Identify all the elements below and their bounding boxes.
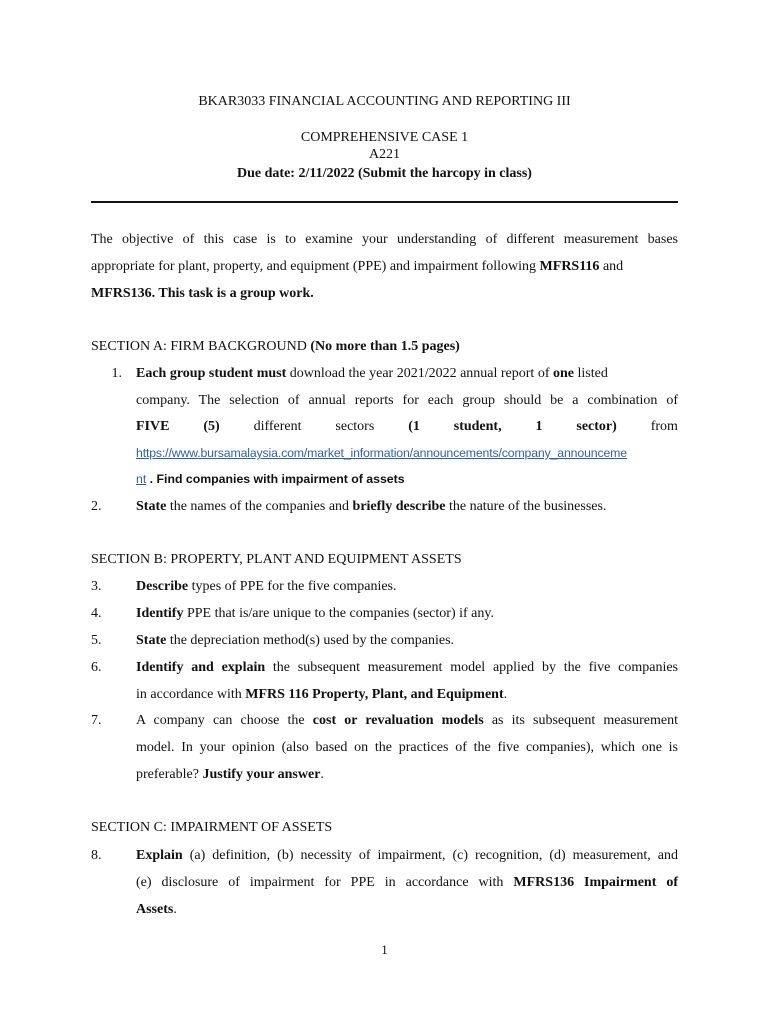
item-7-plain: A company can choose the (136, 713, 313, 728)
item-3-plain: types of PPE for the five companies. (188, 579, 397, 594)
item-2-text (136, 498, 678, 516)
item-7-line-3 (136, 766, 678, 784)
course-title: BKAR3033 FINANCIAL ACCOUNTING AND REPORTING III (198, 94, 571, 109)
item-2-number: 2. (91, 499, 102, 514)
item-1-bold-one: one (553, 366, 574, 381)
intro-line-1: The objective of this case is to examine your understanding of different measurement bases (91, 232, 678, 247)
item-3-text (136, 578, 678, 596)
item-2-bold: State (136, 499, 167, 514)
item-1-word: sector) (576, 419, 617, 434)
item-2-bold: briefly describe (352, 499, 446, 514)
item-8-plain: (a) definition, (b) necessity of impairment, (c) recognition, (d) measurement, and (182, 848, 678, 863)
item-1-line-3 (136, 418, 678, 436)
item-1-line-1 (136, 365, 678, 383)
item-8-number: 8. (91, 848, 102, 863)
item-1-line-2: company. The selection of annual reports for each group should be a combination of (136, 393, 678, 408)
item-1-word: different (253, 419, 302, 434)
item-6-line-1 (136, 659, 678, 677)
intro-line-3: MFRS136. This task is a group work. (91, 286, 314, 301)
item-7-plain: . (320, 767, 324, 782)
item-6-plain: . (503, 687, 508, 702)
item-6-standard: MFRS 116 Property, Plant, and Equipment (245, 687, 504, 702)
item-1-word: sectors (335, 419, 375, 434)
item-1-word: from (650, 419, 678, 434)
item-7-bold: cost or revaluation models (312, 713, 484, 728)
item-6-line-2 (136, 686, 678, 704)
section-a-heading-text: SECTION A: FIRM BACKGROUND (91, 339, 311, 354)
item-7-number: 7. (91, 713, 102, 728)
item-5-number: 5. (91, 633, 102, 648)
section-b-heading: SECTION B: PROPERTY, PLANT AND EQUIPMENT ASSETS (91, 552, 462, 567)
document-page (91, 0, 678, 1024)
item-1-word: (1 (408, 419, 420, 434)
item-3-number: 3. (91, 579, 102, 594)
item-7-plain: as its subsequent measurement (483, 713, 678, 728)
item-1-bold: Each group student must (136, 366, 287, 381)
case-title: COMPREHENSIVE CASE 1 (300, 130, 469, 145)
intro-line-2 (91, 258, 678, 276)
item-4-text (136, 605, 678, 623)
item-7-plain: preferable? (136, 767, 203, 782)
item-1-five-num: (5) (203, 419, 220, 434)
item-8-line-1 (136, 847, 678, 865)
item-1-word: student, (453, 419, 502, 434)
item-6-number: 6. (91, 660, 102, 675)
item-4-bold: Identify (136, 606, 184, 621)
section-c-heading: SECTION C: IMPAIRMENT OF ASSETS (91, 820, 333, 835)
page-number: 1 (381, 942, 388, 957)
item-5-plain: the depreciation method(s) used by the companies. (166, 633, 455, 648)
section-a-page-limit: (No more than 1.5 pages) (310, 339, 460, 354)
item-8-line-3 (136, 901, 678, 919)
item-1-text: download the year 2021/2022 annual report of (286, 366, 553, 381)
item-5-bold: State (136, 633, 167, 648)
item-7-justify: Justify your answer (202, 767, 321, 782)
section-a-heading (91, 338, 460, 356)
due-date: Due date: 2/11/2022 (Submit the harcopy in class) (237, 166, 532, 181)
item-7-line-2: model. In your opinion (also based on the practices of the five companies), which one is (136, 740, 678, 755)
header-divider (91, 201, 678, 203)
item-8-standard-cont: Assets (136, 902, 174, 917)
intro-mfrs116: MFRS116 (539, 259, 600, 274)
item-8-bold: Explain (136, 848, 183, 863)
item-1-line-5 (136, 470, 678, 488)
item-8-plain: . (173, 902, 177, 917)
item-6-plain: in accordance with (136, 687, 246, 702)
item-2-plain: the names of the companies and (166, 499, 353, 514)
item-1-number: 1. (111, 366, 122, 381)
item-2-plain: the nature of the businesses. (445, 499, 607, 514)
bursa-link[interactable] (136, 444, 678, 462)
item-1-five: FIVE (136, 419, 170, 434)
bursa-link-continued[interactable]: nt (136, 472, 147, 486)
item-5-text (136, 632, 678, 650)
item-1-word: 1 (535, 419, 543, 434)
bursa-link-text[interactable]: https://www.bursamalaysia.com/market_information/announcements/company_announceme (136, 446, 627, 460)
item-8-plain: (e) disclosure of impairment for PPE in accordance with (136, 875, 514, 890)
item-1-find-companies: . Find companies with impairment of assets (146, 472, 405, 486)
item-3-bold: Describe (136, 579, 189, 594)
item-4-plain: PPE that is/are unique to the companies (sector) if any. (183, 606, 494, 621)
item-1-text: listed (574, 366, 608, 381)
item-4-number: 4. (91, 606, 102, 621)
item-8-line-2 (136, 874, 678, 892)
case-code: A221 (368, 147, 401, 162)
item-7-line-1 (136, 712, 678, 730)
intro-text: appropriate for plant, property, and equipment (PPE) and impairment following (91, 259, 540, 274)
item-6-bold: Identify and explain (136, 660, 266, 675)
intro-text: and (599, 259, 624, 274)
item-8-standard: MFRS136 Impairment of (513, 875, 678, 890)
item-6-plain: the subsequent measurement model applied by the five companies (265, 660, 678, 675)
